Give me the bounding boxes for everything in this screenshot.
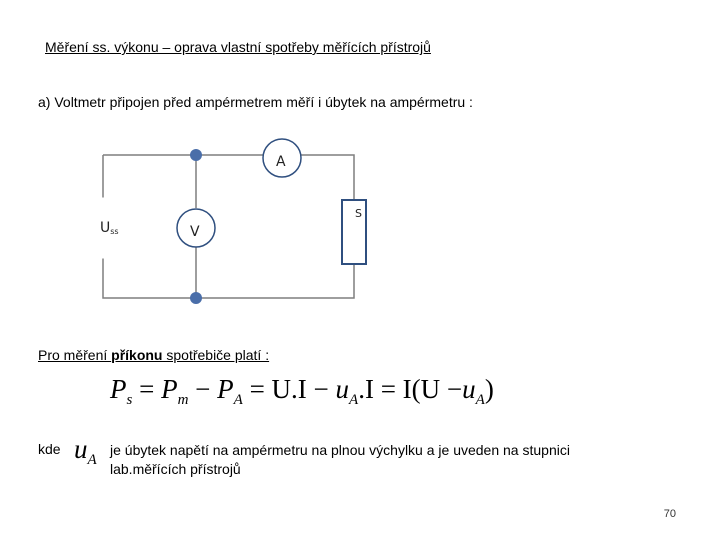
rule-text: Pro měření příkonu spotřebiče platí : — [38, 347, 270, 363]
ammeter-label: A — [276, 154, 286, 170]
kde-label: kde — [38, 441, 61, 457]
outer-wire — [103, 155, 354, 298]
voltmeter-label: V — [190, 224, 200, 240]
load-label: S — [355, 207, 362, 220]
bottom-node — [190, 292, 202, 304]
top-node — [190, 149, 202, 161]
explanation-note — [110, 441, 570, 479]
page-number: 70 — [663, 508, 676, 520]
slide-title: Měření ss. výkonu – oprava vlastní spotřeby měřících přístrojů — [45, 39, 431, 55]
note-line-2: lab.měřících přístrojů — [110, 461, 241, 477]
intro-text: a) Voltmetr připojen před ampérmetrem měří i úbytek na ampérmetru : — [38, 94, 473, 110]
load-resistor — [342, 200, 366, 264]
note-line-1: je úbytek napětí na ampérmetru na plnou výchylku a je uveden na stupnici — [110, 442, 570, 458]
rule-bold: příkonu — [111, 347, 163, 363]
source-label: Uss — [100, 220, 119, 236]
ua-symbol: $u_A$ — [74, 434, 97, 468]
power-formula: $P_s = P_m - P_A = U.I - u_A.I = I(U -u_A)$ — [110, 374, 494, 408]
wires — [103, 155, 354, 298]
